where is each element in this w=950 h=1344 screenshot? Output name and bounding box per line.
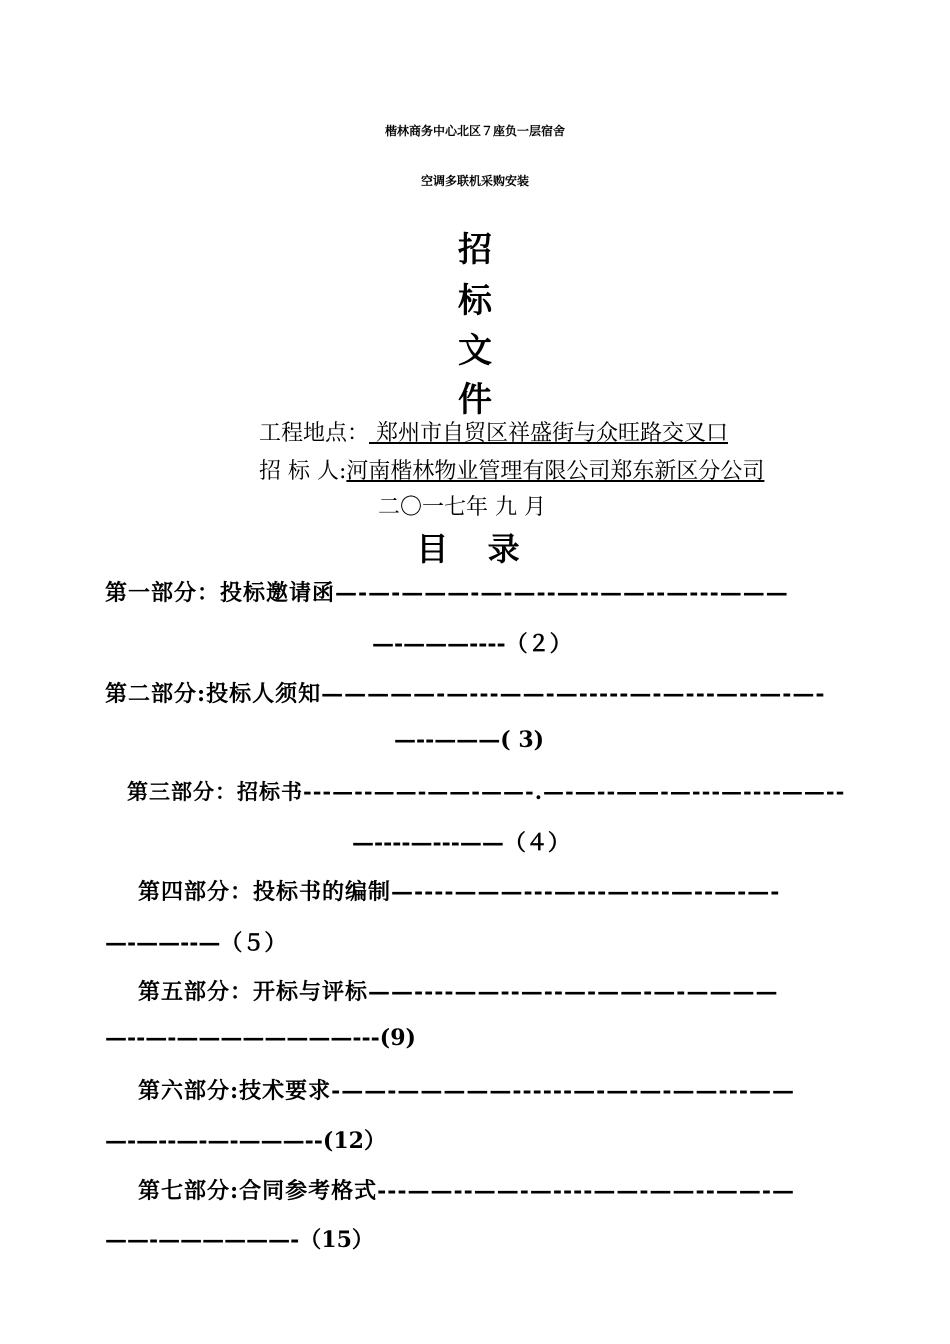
tenderer-label: 招 标 人: (259, 459, 347, 484)
toc-entry-line: —-——--—（５） (105, 930, 287, 956)
toc-title: 目 录 (416, 530, 534, 568)
site-label: 工程地点： (259, 421, 370, 446)
toc-entry-line: 第六部分:技术要求-——-—————------—-—-—-——---—— (138, 1078, 795, 1104)
toc-entry-7 (138, 1174, 795, 1205)
toc-entry-line: 第三部分：招标书---—--——-——-——-.—-—--——-—---—----——-- (127, 779, 846, 804)
toc-entry-line: —-—--—-—-———--(12） (105, 1128, 386, 1154)
toc-entry-1 (105, 576, 789, 607)
toc-entry-line: 第七部分:合同参考格式---——--——-—----——-——--——-— (138, 1178, 795, 1204)
toc-entry-3-cont (352, 826, 570, 857)
toc-entry-4-cont (105, 926, 286, 957)
doc-type-char-2: 标 (458, 281, 492, 321)
toc-entry-line: —--—-————————---(9) (105, 1025, 416, 1051)
site-value: 郑州市自贸区祥盛街与众旺路交叉口 (369, 421, 729, 446)
toc-entry-6-cont (105, 1124, 386, 1155)
doc-type-char-1: 招 (458, 230, 492, 270)
tenderer-value: 河南楷林物业管理有限公司郑东新区分公司 (346, 459, 765, 484)
toc-entry-line: 第一部分：投标邀请函—-—-———-—-—--—--——--—---——— (105, 580, 789, 606)
toc-entry-2 (105, 677, 825, 708)
toc-entry-line: —--———( 3) (394, 727, 545, 753)
doc-title-line2: 空调多联机采购安装 (420, 174, 529, 188)
toc-entry-line: 第四部分：投标书的编制—----———---—---—----—--—-—- (138, 879, 781, 905)
toc-entry-2-cont (394, 727, 544, 753)
doc-title-line1: 楷林商务中心北区７座负一层宿舍 (384, 124, 565, 138)
toc-entry-5-cont (105, 1025, 416, 1051)
doc-type-char-4: 件 (458, 380, 492, 420)
toc-entry-5 (138, 975, 778, 1006)
issue-date: 二〇一七年 九 月 (378, 495, 546, 520)
toc-entry-line: 第五部分：开标与评标——----——--—--—-——-—-———— (138, 979, 779, 1005)
toc-entry-line: —----—---——（４） (352, 830, 570, 856)
toc-entry-line: ——-——————-（15） (105, 1227, 374, 1253)
toc-entry-line: —-———----（２） (372, 631, 572, 657)
toc-entry-1-cont (372, 627, 572, 658)
toc-entry-4 (138, 875, 780, 906)
toc-entry-7-cont (105, 1223, 374, 1254)
doc-type-char-3: 文 (458, 331, 492, 371)
tenderer-line (259, 454, 764, 485)
toc-entry-line: 第二部分:投标人须知—————-—---——-—-----—-—---—--—-—- (105, 681, 826, 707)
toc-entry-6 (138, 1074, 795, 1105)
toc-entry-3 (127, 776, 845, 806)
site-line (259, 416, 728, 447)
